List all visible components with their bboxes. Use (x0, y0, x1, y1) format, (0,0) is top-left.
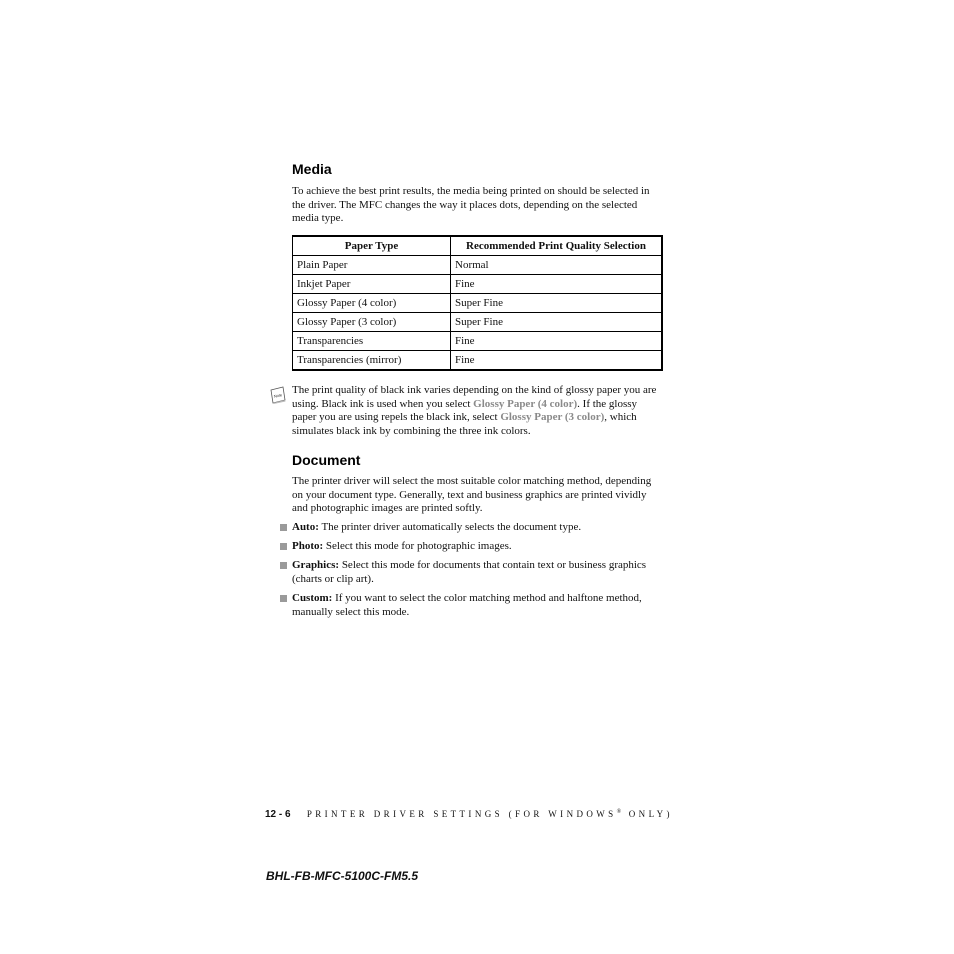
table-row (293, 294, 663, 313)
list-item: Custom: If you want to select the color matching method and halftone method, manually select this mode. (280, 592, 664, 619)
note-icon-label: Note (273, 392, 283, 399)
table-cell: Normal (451, 256, 663, 275)
table-row (293, 275, 663, 294)
list-item: Graphics: Select this mode for documents that contain text or business graphics (charts or clip art). (280, 559, 664, 586)
table-row (293, 332, 663, 351)
table-cell: Plain Paper (293, 256, 451, 275)
table-cell: Transparencies (293, 332, 451, 351)
table-header-row (293, 236, 663, 256)
document-intro: The printer driver will select the most suitable color matching method, depending on your document type. Generally, text and business graphics are printed vividly and photographic images are printed softly. (292, 475, 652, 514)
media-heading: Media (292, 161, 332, 177)
table-cell: Super Fine (451, 313, 663, 332)
list-item: Photo: Select this mode for photographic images. (280, 540, 664, 554)
table-cell: Glossy Paper (4 color) (293, 294, 451, 313)
list-item: Auto: The printer driver automatically selects the document type. (280, 521, 664, 535)
glossy-4-color-highlight: Glossy Paper (4 color) (473, 397, 578, 410)
table-cell: Super Fine (451, 294, 663, 313)
running-title: PRINTER DRIVER SETTINGS (FOR WINDOWS® ONLY) (306, 809, 673, 819)
page-footer (265, 809, 673, 820)
table-cell: Transparencies (mirror) (293, 351, 451, 371)
column-header: Paper Type (293, 236, 451, 256)
table-cell: Glossy Paper (3 color) (293, 313, 451, 332)
table-row (293, 351, 663, 371)
bullet-square-icon (280, 562, 287, 569)
table-cell: Fine (451, 332, 663, 351)
column-header: Recommended Print Quality Selection (451, 236, 663, 256)
bullet-square-icon (280, 524, 287, 531)
media-intro: To achieve the best print results, the media being printed on should be selected in the driver. The MFC changes the way it places dots, depending on the selected media type. (292, 185, 650, 224)
media-table (292, 235, 663, 371)
table-cell: Fine (451, 275, 663, 294)
page-number: 12 - 6 (265, 809, 291, 820)
table-cell: Inkjet Paper (293, 275, 451, 294)
note-icon (269, 386, 287, 404)
note-text: The print quality of black ink varies depending on the kind of glossy paper you are using. Black ink is used when you select Glossy Paper (4 color). If the glossy paper you are using repels the black ink, select Glossy Paper (3 color), which simulates black ink by combining the three ink colors. (292, 384, 657, 437)
document-heading: Document (292, 452, 361, 468)
document-id: BHL-FB-MFC-5100C-FM5.5 (266, 869, 419, 883)
table-row (293, 313, 663, 332)
glossy-3-color-highlight: Glossy Paper (3 color) (500, 411, 605, 423)
bullet-square-icon (280, 543, 287, 550)
table-row (293, 256, 663, 275)
table-cell: Fine (451, 351, 663, 371)
bullet-square-icon (280, 595, 287, 602)
